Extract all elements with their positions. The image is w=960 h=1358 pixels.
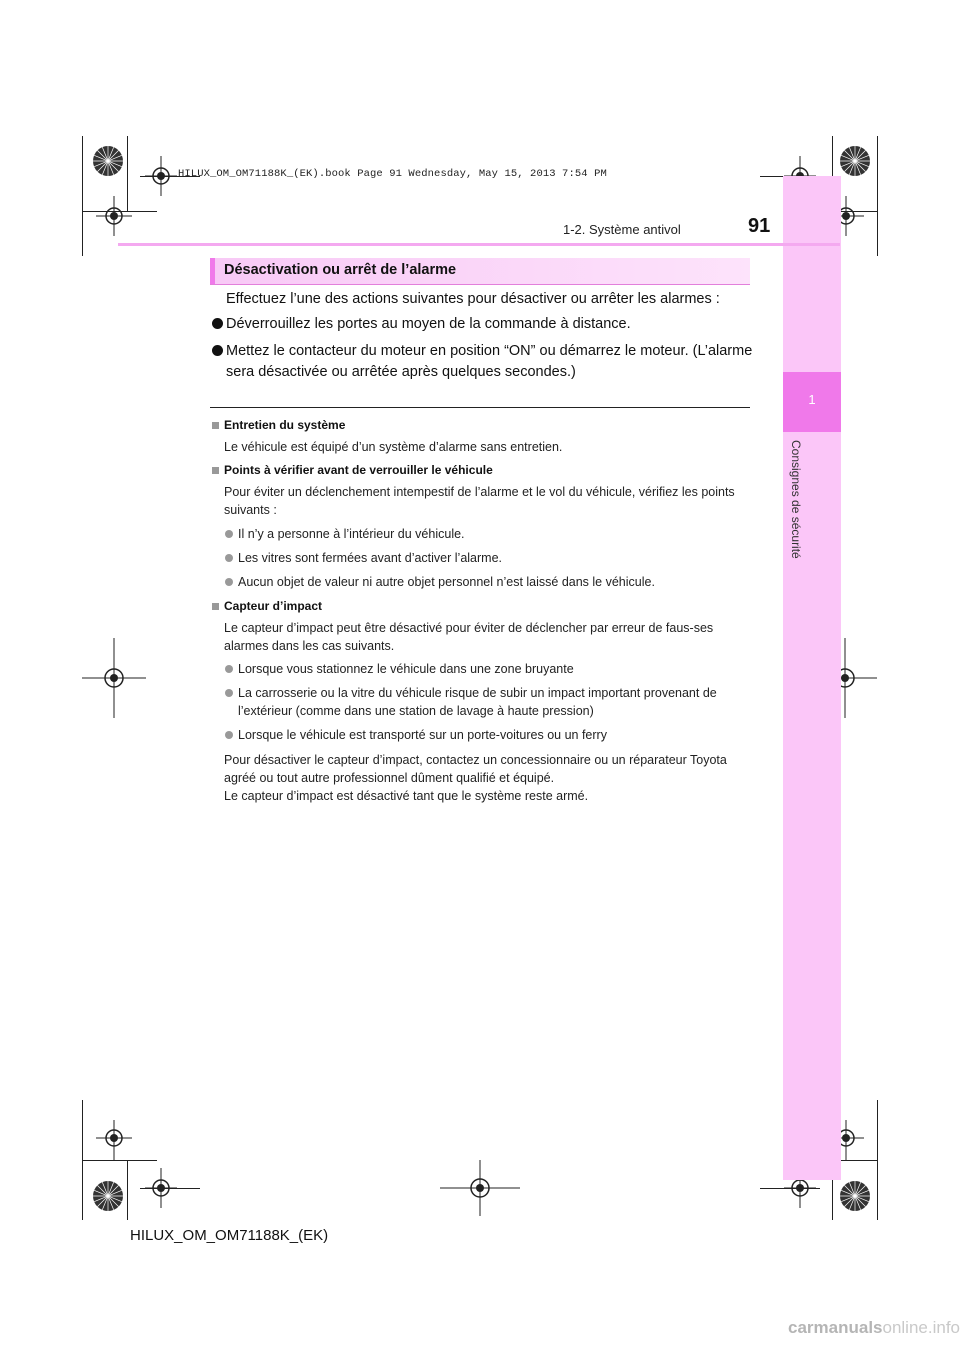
chapter-side-band bbox=[783, 176, 841, 1180]
starburst-dial-icon bbox=[92, 1180, 124, 1212]
square-bullet-icon bbox=[212, 422, 219, 429]
note-closing-2: Le capteur d’impact est désactivé tant que le système reste armé. bbox=[224, 789, 589, 803]
starburst-dial-icon bbox=[839, 1180, 871, 1212]
chapter-label: Consignes de sécurité bbox=[789, 440, 803, 559]
note-bullet: Lorsque le véhicule est transporté sur un porte-voitures ou un ferry bbox=[238, 728, 607, 742]
divider bbox=[210, 407, 750, 408]
note-bullet: Les vitres sont fermées avant d’activer l’alarme. bbox=[238, 551, 502, 565]
bullet-icon bbox=[225, 689, 233, 697]
registration-mark-icon bbox=[96, 1120, 132, 1160]
page-number: 91 bbox=[748, 215, 771, 237]
document-code: HILUX_OM_OM71188K_(EK) bbox=[130, 1227, 329, 1244]
section-header: 1-2. Système antivol bbox=[563, 222, 681, 237]
square-bullet-icon bbox=[212, 603, 219, 610]
note-heading: Entretien du système bbox=[224, 418, 346, 432]
bullet-icon bbox=[212, 345, 223, 356]
bullet-icon bbox=[225, 554, 233, 562]
registration-mark-icon bbox=[440, 1160, 520, 1216]
bullet-icon bbox=[225, 665, 233, 673]
title-accent bbox=[210, 258, 215, 284]
chapter-number: 1 bbox=[808, 392, 816, 407]
bullet-icon bbox=[225, 578, 233, 586]
starburst-dial-icon bbox=[92, 145, 124, 177]
registration-mark-icon bbox=[96, 196, 132, 236]
print-info: HILUX_OM_OM71188K_(EK).book Page 91 Wednesday, May 15, 2013 7:54 PM bbox=[178, 168, 607, 180]
note-closing: Pour désactiver le capteur d’impact, contactez un concessionnaire ou un réparateur Toyota agréé ou tout autre professionnel dûment qualifié et équipé. bbox=[224, 753, 727, 785]
watermark bbox=[788, 1318, 960, 1338]
main-bullet: Mettez le contacteur du moteur en position “ON” ou démarrez le moteur. (L’alarme sera désactivée ou arrêtée après quelques secondes.) bbox=[226, 343, 753, 380]
bullet-icon bbox=[225, 731, 233, 739]
note-text: Le capteur d’impact peut être désactivé pour éviter de déclencher par erreur de faus-ses alarmes dans les cas suivants. bbox=[224, 621, 714, 653]
note-heading: Points à vérifier avant de verrouiller le véhicule bbox=[224, 463, 493, 477]
bullet-icon bbox=[225, 530, 233, 538]
note-bullet: La carrosserie ou la vitre du véhicule risque de subir un impact important provenant de l’extérieur (comme dans une station de lavage à haute pression) bbox=[238, 686, 717, 718]
watermark-part-1: carmanuals bbox=[788, 1318, 883, 1337]
watermark-part-2: online.info bbox=[882, 1318, 960, 1337]
square-bullet-icon bbox=[212, 467, 219, 474]
main-bullet: Déverrouillez les portes au moyen de la commande à distance. bbox=[226, 316, 631, 332]
note-bullet: Aucun objet de valeur ni autre objet personnel n’est laissé dans le véhicule. bbox=[238, 575, 655, 589]
note-text: Pour éviter un déclenchement intempestif de l’alarme et le vol du véhicule, vérifiez les points suivants : bbox=[224, 485, 735, 517]
bullet-icon bbox=[212, 318, 223, 329]
registration-mark-icon bbox=[82, 638, 146, 718]
note-bullet: Il n’y a personne à l’intérieur du véhicule. bbox=[238, 527, 465, 541]
starburst-dial-icon bbox=[839, 145, 871, 177]
note-bullet: Lorsque vous stationnez le véhicule dans une zone bruyante bbox=[238, 662, 574, 676]
section-title: Désactivation ou arrêt de l’alarme bbox=[224, 262, 457, 278]
registration-mark-icon bbox=[145, 1168, 177, 1208]
header-rule bbox=[118, 243, 840, 246]
note-text: Le véhicule est équipé d’un système d’alarme sans entretien. bbox=[224, 440, 563, 454]
section-title-bar bbox=[210, 258, 750, 285]
registration-mark-icon bbox=[145, 156, 177, 196]
intro-text: Effectuez l’une des actions suivantes pour désactiver ou arrêter les alarmes : bbox=[226, 291, 720, 307]
note-heading: Capteur d’impact bbox=[224, 599, 323, 613]
